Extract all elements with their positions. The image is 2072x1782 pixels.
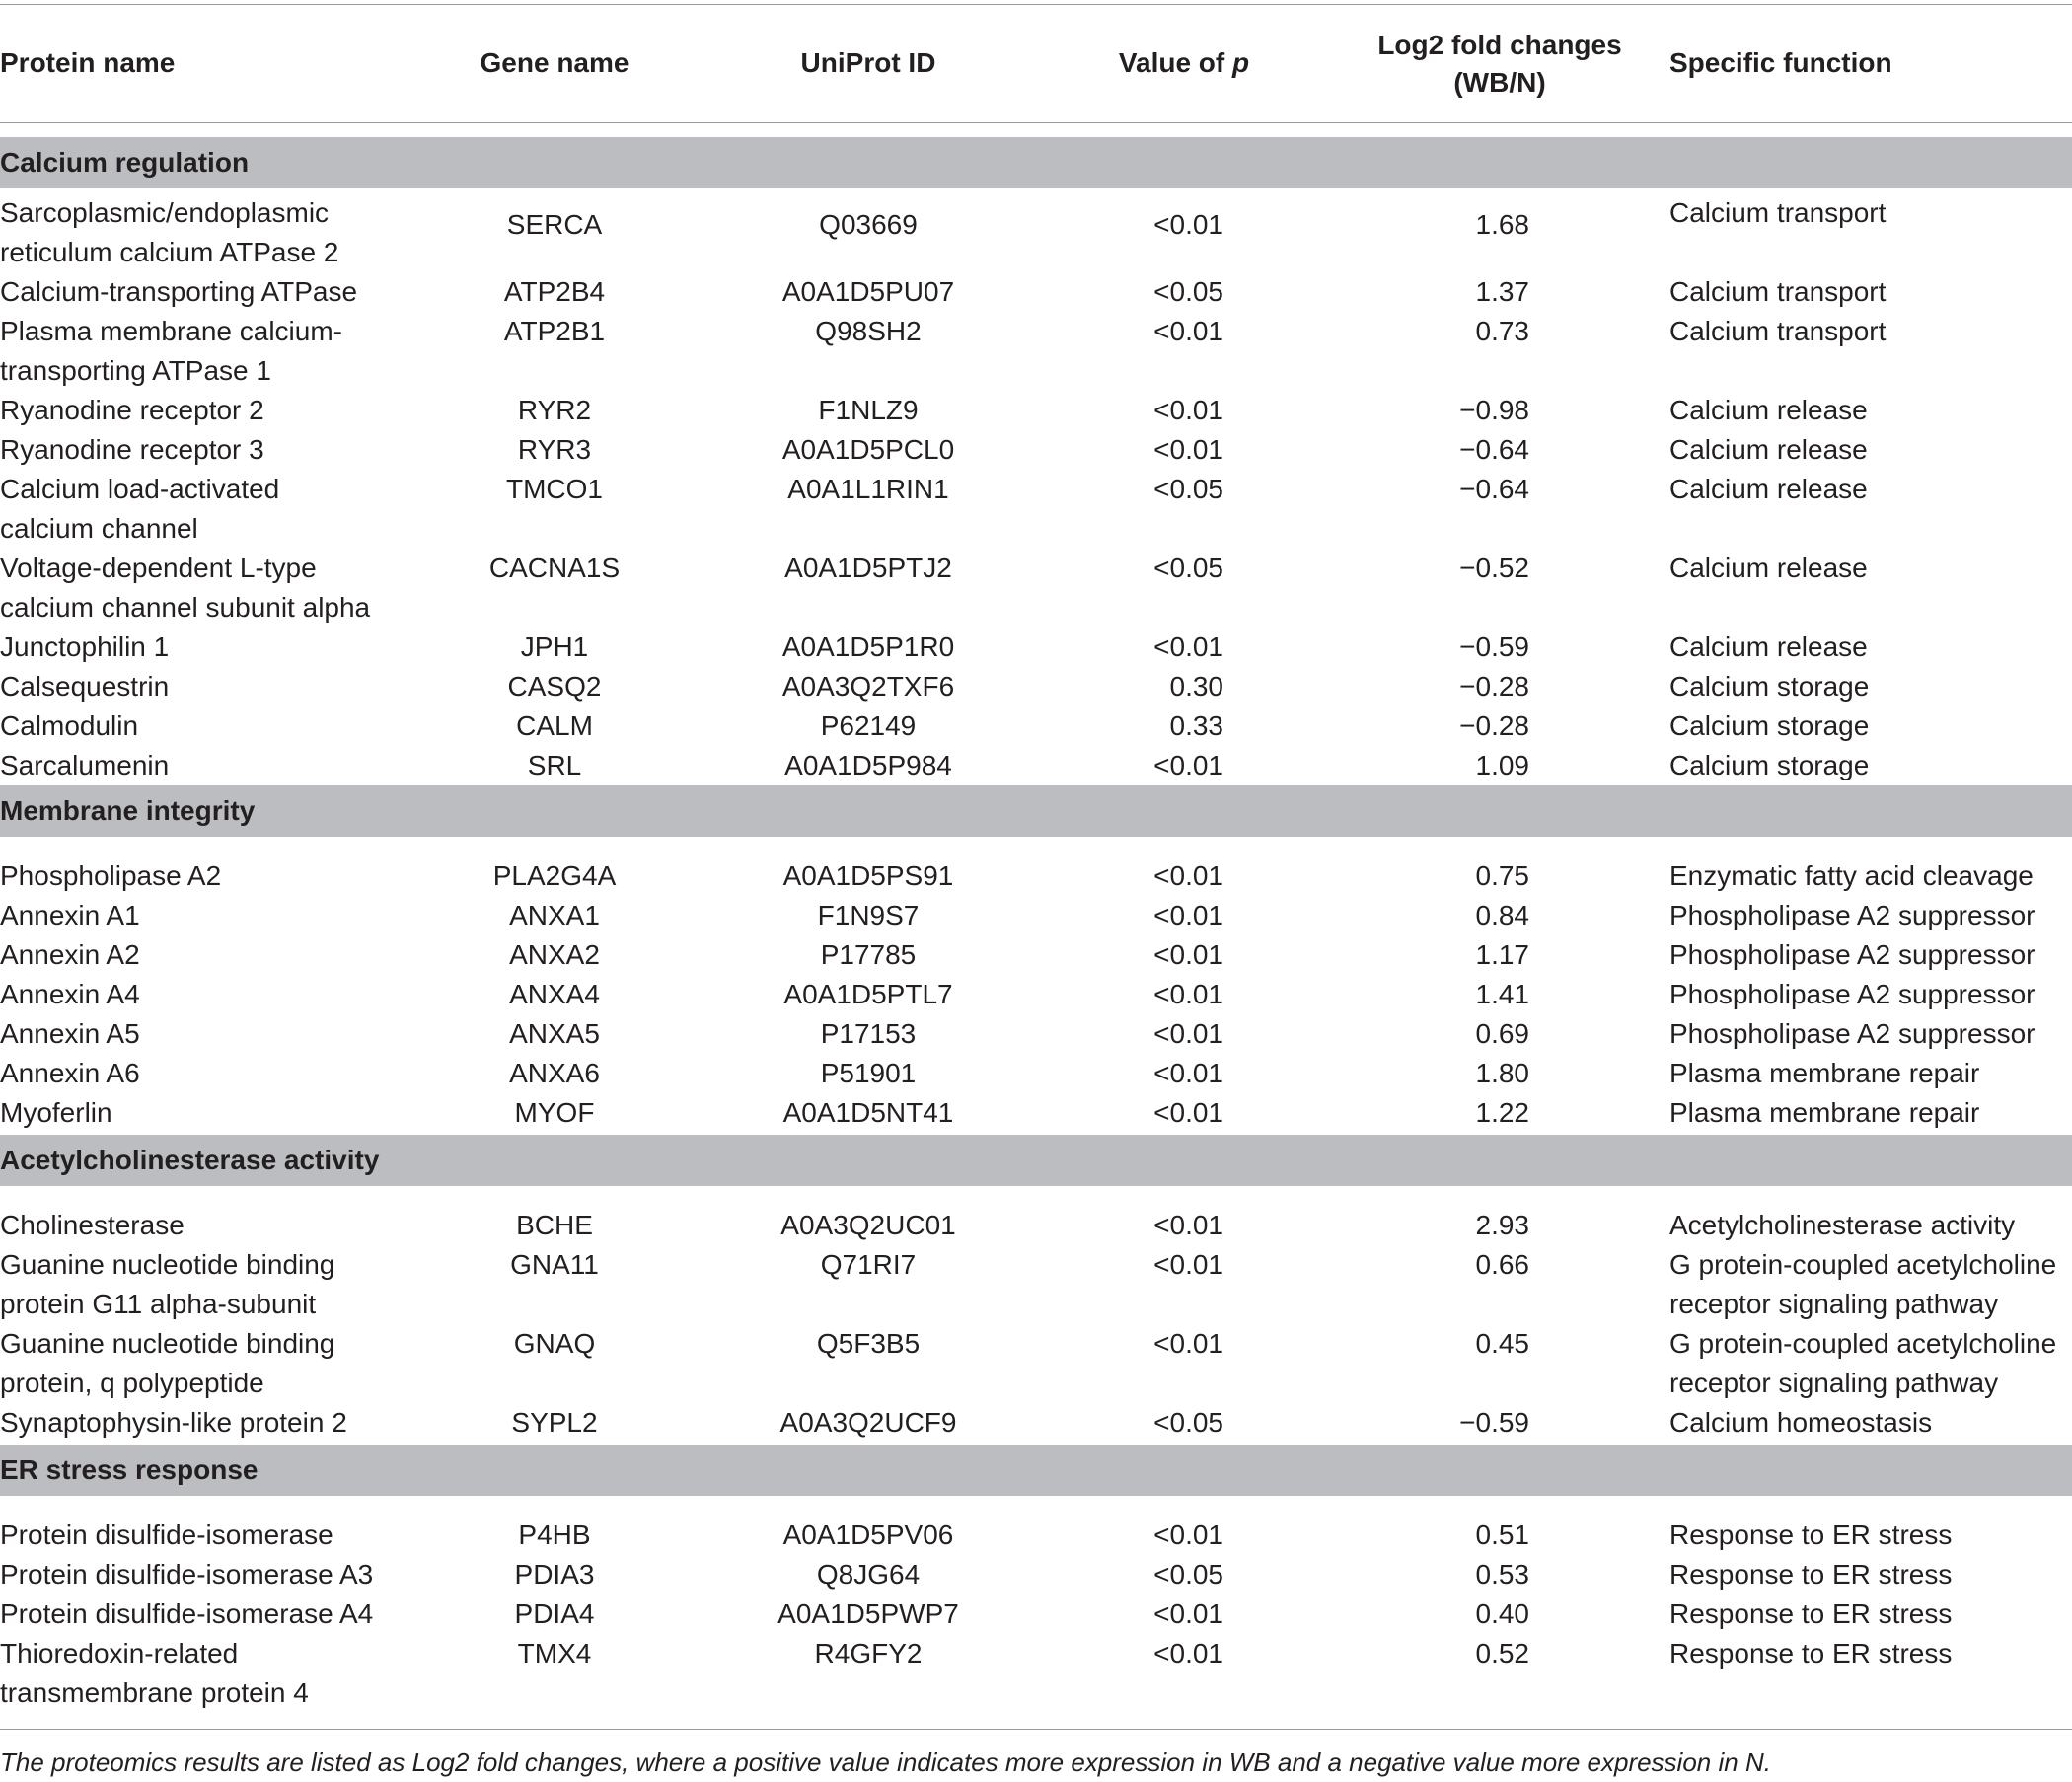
protein-name: Ryanodine receptor 3 bbox=[0, 434, 264, 465]
uniprot-id: Q03669 bbox=[819, 209, 918, 240]
p-value: <0.01 bbox=[1153, 1638, 1223, 1669]
specific-function: Phospholipase A2 suppressor bbox=[1669, 979, 2035, 1009]
specific-function: Response to ER stress bbox=[1669, 1559, 1953, 1590]
uniprot-id: R4GFY2 bbox=[814, 1638, 923, 1669]
gene-name: SYPL2 bbox=[511, 1407, 598, 1438]
protein-name: Protein disulfide-isomerase bbox=[0, 1520, 333, 1550]
p-value: <0.01 bbox=[1153, 860, 1223, 891]
p-value: <0.01 bbox=[1153, 209, 1223, 240]
protein-name: Calcium-transporting ATPase bbox=[0, 276, 358, 307]
gene-name: CACNA1S bbox=[488, 553, 621, 583]
protein-name: Calcium load-activated bbox=[0, 474, 280, 504]
gene-name: GNA11 bbox=[510, 1249, 599, 1280]
gene-name: PLA2G4A bbox=[492, 860, 617, 891]
uniprot-id: P62149 bbox=[820, 710, 917, 741]
protein-name: Cholinesterase bbox=[0, 1210, 185, 1240]
log2-fold-change: 0.40 bbox=[1475, 1598, 1529, 1629]
gene-name: CASQ2 bbox=[507, 671, 602, 702]
gene-name: RYR3 bbox=[517, 434, 592, 465]
log2-fold-change: 0.73 bbox=[1475, 316, 1529, 346]
uniprot-id: F1N9S7 bbox=[817, 900, 920, 930]
p-value: <0.05 bbox=[1153, 553, 1223, 583]
p-value: <0.01 bbox=[1153, 1097, 1223, 1128]
section-band bbox=[0, 1445, 2072, 1496]
protein-name: Junctophilin 1 bbox=[0, 631, 170, 662]
log2-fold-change: 0.66 bbox=[1475, 1249, 1529, 1280]
protein-name: Annexin A1 bbox=[0, 900, 140, 930]
protein-name: Phospholipase A2 bbox=[0, 860, 222, 891]
log2-fold-change: 0.52 bbox=[1475, 1638, 1529, 1669]
uniprot-id: A0A1L1RIN1 bbox=[787, 474, 949, 504]
log2-fold-change: −0.52 bbox=[1459, 553, 1529, 583]
p-value: <0.05 bbox=[1153, 1559, 1223, 1590]
gene-name: SRL bbox=[527, 750, 582, 780]
gene-name: ANXA2 bbox=[509, 939, 600, 970]
uniprot-id: A0A1D5PU07 bbox=[781, 276, 955, 307]
log2-fold-change: 1.09 bbox=[1475, 750, 1529, 780]
protein-name: Calmodulin bbox=[0, 710, 139, 741]
gene-name: P4HB bbox=[518, 1520, 591, 1550]
uniprot-id: P51901 bbox=[820, 1058, 917, 1088]
protein-name: Annexin A4 bbox=[0, 979, 140, 1009]
uniprot-id: A0A3Q2UC01 bbox=[780, 1210, 956, 1240]
specific-function: Phospholipase A2 suppressor bbox=[1669, 1018, 2035, 1049]
log2-fold-change: −0.64 bbox=[1459, 474, 1529, 504]
p-value: <0.01 bbox=[1153, 631, 1223, 662]
gene-name: PDIA3 bbox=[514, 1559, 595, 1590]
log2-fold-change: 0.45 bbox=[1475, 1328, 1529, 1359]
log2-fold-change: −0.64 bbox=[1459, 434, 1529, 465]
protein-name: Thioredoxin-related bbox=[0, 1638, 239, 1669]
uniprot-id: P17785 bbox=[820, 939, 917, 970]
p-value: <0.05 bbox=[1153, 276, 1223, 307]
table-footnote: The proteomics results are listed as Log2 fold changes, where a positive value indicates more expression in WB and a negative value more expression in N. bbox=[0, 1747, 1771, 1777]
header-specific-function: Specific function bbox=[1669, 47, 1892, 78]
section-title: Acetylcholinesterase activity bbox=[0, 1145, 380, 1175]
gene-name: BCHE bbox=[516, 1210, 593, 1240]
p-value: <0.01 bbox=[1153, 750, 1223, 780]
gene-name: ATP2B1 bbox=[503, 316, 606, 346]
uniprot-id: A0A1D5NT41 bbox=[782, 1097, 954, 1128]
p-value: <0.05 bbox=[1153, 1407, 1223, 1438]
specific-function: Calcium transport bbox=[1669, 276, 1887, 307]
log2-fold-change: 1.17 bbox=[1475, 939, 1529, 970]
log2-fold-change: 0.75 bbox=[1475, 860, 1529, 891]
uniprot-id: A0A1D5PWP7 bbox=[777, 1598, 959, 1629]
table-bottom-rule bbox=[0, 1729, 2072, 1730]
p-value: <0.01 bbox=[1153, 1210, 1223, 1240]
p-value: <0.01 bbox=[1153, 1018, 1223, 1049]
gene-name: PDIA4 bbox=[514, 1598, 595, 1629]
specific-function: G protein-coupled acetylcholine bbox=[1669, 1249, 2057, 1280]
header-gene-name: Gene name bbox=[480, 47, 629, 78]
specific-function: Response to ER stress bbox=[1669, 1638, 1953, 1669]
uniprot-id: A0A1D5PTJ2 bbox=[784, 553, 952, 583]
p-value: <0.01 bbox=[1153, 1328, 1223, 1359]
specific-function: Enzymatic fatty acid cleavage bbox=[1669, 860, 2034, 891]
specific-function: Response to ER stress bbox=[1669, 1598, 1953, 1629]
gene-name: SERCA bbox=[506, 209, 603, 240]
protein-name: protein, q polypeptide bbox=[0, 1368, 264, 1398]
log2-fold-change: 1.37 bbox=[1475, 276, 1529, 307]
table-top-rule bbox=[0, 4, 2072, 5]
protein-name: Annexin A5 bbox=[0, 1018, 140, 1049]
p-value: 0.30 bbox=[1169, 671, 1223, 702]
log2-fold-change: 1.41 bbox=[1475, 979, 1529, 1009]
protein-name: Annexin A2 bbox=[0, 939, 140, 970]
specific-function: Plasma membrane repair bbox=[1669, 1058, 1980, 1088]
section-title: ER stress response bbox=[0, 1454, 259, 1485]
p-value: <0.01 bbox=[1153, 434, 1223, 465]
log2-fold-change: 0.53 bbox=[1475, 1559, 1529, 1590]
p-value: <0.05 bbox=[1153, 474, 1223, 504]
protein-name: Calsequestrin bbox=[0, 671, 170, 702]
log2-fold-change: −0.59 bbox=[1459, 631, 1529, 662]
log2-fold-change: 2.93 bbox=[1475, 1210, 1529, 1240]
protein-name: transporting ATPase 1 bbox=[0, 355, 271, 386]
specific-function: Calcium release bbox=[1669, 434, 1868, 465]
p-value: <0.01 bbox=[1153, 979, 1223, 1009]
uniprot-id: A0A3Q2TXF6 bbox=[781, 671, 955, 702]
uniprot-id: A0A1D5PTL7 bbox=[783, 979, 953, 1009]
specific-function: Calcium homeostasis bbox=[1669, 1407, 1933, 1438]
specific-function: Calcium transport bbox=[1669, 316, 1887, 346]
gene-name: MYOF bbox=[514, 1097, 595, 1128]
uniprot-id: A0A1D5PV06 bbox=[782, 1520, 954, 1550]
uniprot-id: Q71RI7 bbox=[820, 1249, 917, 1280]
specific-function: Response to ER stress bbox=[1669, 1520, 1953, 1550]
protein-name: Sarcalumenin bbox=[0, 750, 170, 780]
header-bottom-rule bbox=[0, 122, 2072, 123]
log2-fold-change: −0.28 bbox=[1459, 671, 1529, 702]
log2-fold-change: −0.98 bbox=[1459, 395, 1529, 425]
uniprot-id: A0A1D5P1R0 bbox=[781, 631, 955, 662]
uniprot-id: A0A1D5P984 bbox=[784, 750, 952, 780]
specific-function: G protein-coupled acetylcholine bbox=[1669, 1328, 2057, 1359]
specific-function: receptor signaling pathway bbox=[1669, 1289, 1999, 1319]
uniprot-id: Q5F3B5 bbox=[816, 1328, 921, 1359]
uniprot-id: F1NLZ9 bbox=[818, 395, 919, 425]
specific-function: Plasma membrane repair bbox=[1669, 1097, 1980, 1128]
header-uniprot-id: UniProt ID bbox=[800, 47, 936, 78]
specific-function: receptor signaling pathway bbox=[1669, 1368, 1999, 1398]
log2-fold-change: 1.22 bbox=[1475, 1097, 1529, 1128]
p-value: <0.01 bbox=[1153, 939, 1223, 970]
header-protein-name: Protein name bbox=[0, 47, 176, 78]
protein-name: Synaptophysin-like protein 2 bbox=[0, 1407, 347, 1438]
section-band bbox=[0, 785, 2072, 837]
protein-name: calcium channel subunit alpha bbox=[0, 592, 371, 623]
protein-name: reticulum calcium ATPase 2 bbox=[0, 237, 339, 267]
p-value: <0.01 bbox=[1153, 316, 1223, 346]
log2-fold-change: 0.51 bbox=[1475, 1520, 1529, 1550]
specific-function: Calcium storage bbox=[1669, 710, 1870, 741]
header-p-value: Value of p bbox=[1118, 47, 1250, 78]
p-value: <0.01 bbox=[1153, 395, 1223, 425]
uniprot-id: Q8JG64 bbox=[816, 1559, 921, 1590]
log2-fold-change: −0.28 bbox=[1459, 710, 1529, 741]
gene-name: ANXA1 bbox=[509, 900, 600, 930]
gene-name: ANXA6 bbox=[509, 1058, 600, 1088]
p-value: <0.01 bbox=[1153, 900, 1223, 930]
protein-name: Protein disulfide-isomerase A3 bbox=[0, 1559, 374, 1590]
p-value: <0.01 bbox=[1153, 1058, 1223, 1088]
protein-name: Ryanodine receptor 2 bbox=[0, 395, 264, 425]
specific-function: Calcium storage bbox=[1669, 671, 1870, 702]
uniprot-id: A0A1D5PS91 bbox=[782, 860, 954, 891]
log2-fold-change: 1.80 bbox=[1475, 1058, 1529, 1088]
log2-fold-change: −0.59 bbox=[1459, 1407, 1529, 1438]
gene-name: ATP2B4 bbox=[503, 276, 606, 307]
log2-fold-change: 0.84 bbox=[1475, 900, 1529, 930]
protein-name: Sarcoplasmic/endoplasmic bbox=[0, 197, 330, 228]
specific-function: Calcium release bbox=[1669, 395, 1868, 425]
uniprot-id: A0A3Q2UCF9 bbox=[779, 1407, 957, 1438]
section-title: Membrane integrity bbox=[0, 795, 256, 826]
p-value: <0.01 bbox=[1153, 1598, 1223, 1629]
header-log2-line1: Log2 fold changes bbox=[1377, 30, 1622, 60]
p-value: 0.33 bbox=[1169, 710, 1223, 741]
protein-name: Guanine nucleotide binding bbox=[0, 1328, 335, 1359]
section-band bbox=[0, 137, 2072, 188]
specific-function: Acetylcholinesterase activity bbox=[1669, 1210, 2016, 1240]
protein-name: Annexin A6 bbox=[0, 1058, 140, 1088]
protein-name: Protein disulfide-isomerase A4 bbox=[0, 1598, 374, 1629]
specific-function: Calcium release bbox=[1669, 474, 1868, 504]
p-value: <0.01 bbox=[1153, 1249, 1223, 1280]
log2-fold-change: 0.69 bbox=[1475, 1018, 1529, 1049]
specific-function: Calcium transport bbox=[1669, 197, 1887, 228]
gene-name: ANXA5 bbox=[509, 1018, 600, 1049]
specific-function: Phospholipase A2 suppressor bbox=[1669, 900, 2035, 930]
protein-name: Voltage-dependent L-type bbox=[0, 553, 317, 583]
gene-name: CALM bbox=[516, 710, 593, 741]
specific-function: Calcium release bbox=[1669, 631, 1868, 662]
header-log2-line2: (WB/N) bbox=[1453, 67, 1546, 98]
gene-name: JPH1 bbox=[520, 631, 589, 662]
log2-fold-change: 1.68 bbox=[1475, 209, 1529, 240]
gene-name: GNAQ bbox=[513, 1328, 596, 1359]
specific-function: Calcium release bbox=[1669, 553, 1868, 583]
gene-name: TMCO1 bbox=[506, 474, 603, 504]
specific-function: Calcium storage bbox=[1669, 750, 1870, 780]
specific-function: Phospholipase A2 suppressor bbox=[1669, 939, 2035, 970]
gene-name: RYR2 bbox=[517, 395, 592, 425]
protein-name: transmembrane protein 4 bbox=[0, 1677, 309, 1708]
gene-name: TMX4 bbox=[517, 1638, 592, 1669]
protein-name: Guanine nucleotide binding bbox=[0, 1249, 335, 1280]
p-value: <0.01 bbox=[1153, 1520, 1223, 1550]
section-title: Calcium regulation bbox=[0, 147, 250, 178]
protein-name: Plasma membrane calcium- bbox=[0, 316, 342, 346]
protein-name: protein G11 alpha-subunit bbox=[0, 1289, 317, 1319]
protein-name: Myoferlin bbox=[0, 1097, 112, 1128]
uniprot-id: Q98SH2 bbox=[815, 316, 922, 346]
uniprot-id: A0A1D5PCL0 bbox=[781, 434, 955, 465]
uniprot-id: P17153 bbox=[820, 1018, 917, 1049]
gene-name: ANXA4 bbox=[509, 979, 600, 1009]
protein-name: calcium channel bbox=[0, 513, 198, 544]
